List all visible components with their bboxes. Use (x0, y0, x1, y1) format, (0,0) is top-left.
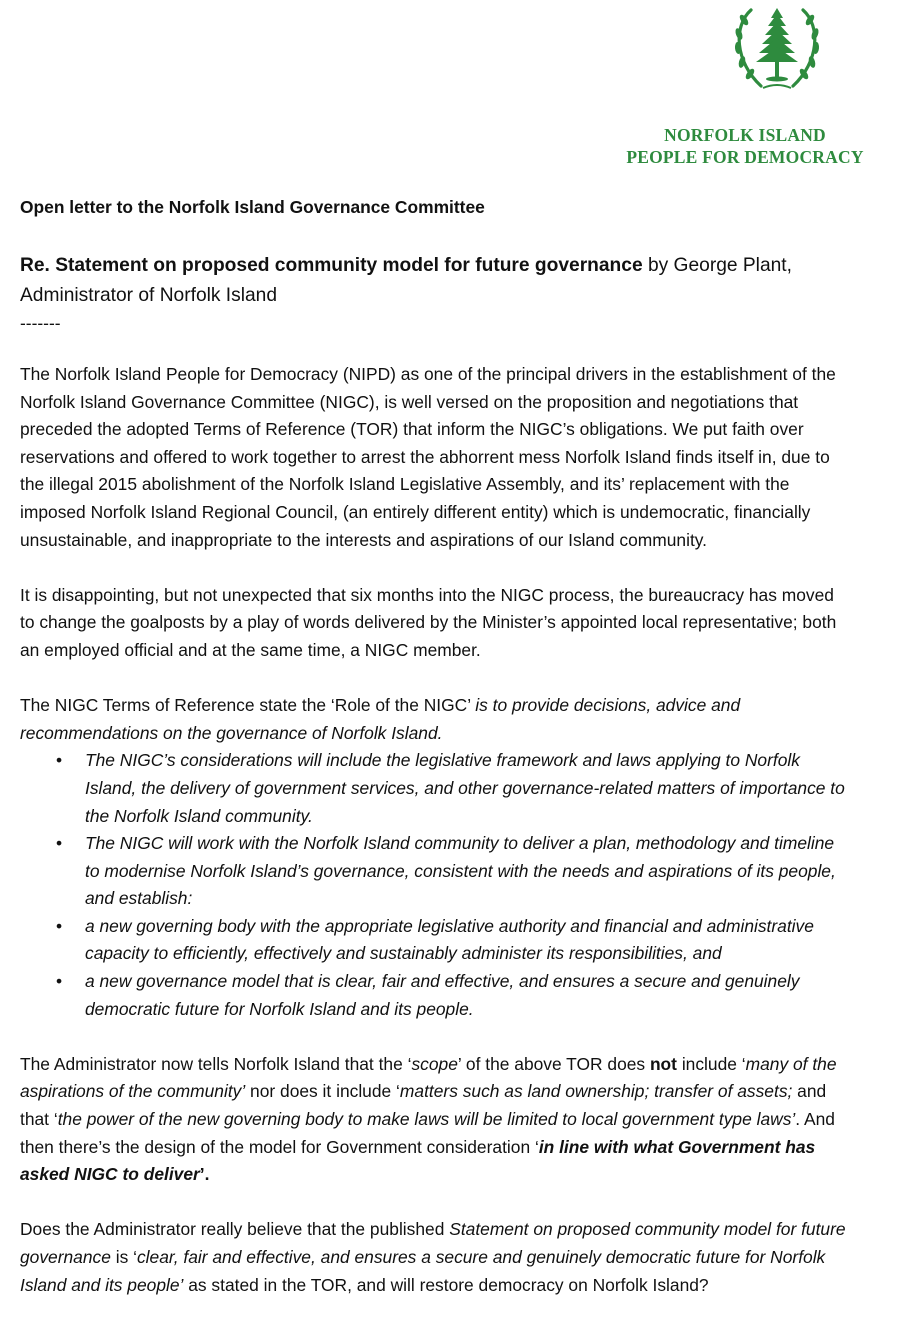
divider: ------- (20, 313, 61, 333)
paragraph-4 (20, 1051, 850, 1189)
org-name-line1: NORFOLK ISLAND (664, 125, 826, 145)
org-name-line2: PEOPLE FOR DEMOCRACY (626, 147, 864, 167)
paragraph-1: The Norfolk Island People for Democracy (NIPD) as one of the principal drivers in the establishment of the Norfolk Island Governance Committee (NIGC), is well versed on the proposition and negotiations that preceded the adopted Terms of Reference (TOR) that inform the NIGC’s obligations. We put faith over reservations and offered to work together to arrest the abhorrent mess Norfolk Island finds itself in, due to the illegal 2015 abolishment of the Norfolk Island Legislative Assembly, and its’ replacement with the imposed Norfolk Island Regional Council, (an entirely different entity) which is undemocratic, financially unsustainable, and inappropriate to the interests and aspirations of our Island community. (20, 364, 836, 550)
p3-quote: is to provide decisions, advice and recommendations on the governance of Norfolk Island. (20, 695, 741, 743)
list-item: • a new governing body with the appropriate legislative authority and financial and administrative capacity to efficiently, effectively and sustainably administer its responsibilities, and (20, 913, 850, 968)
p4-quote: matters such as land ownership; transfer of assets; (399, 1081, 793, 1102)
organization-name (600, 124, 890, 168)
letter-body (20, 194, 850, 1299)
p4-quote: the power of the new governing body to make laws will be limited to local government type laws’ (57, 1109, 796, 1130)
p5-text: as stated in the TOR, and will restore democracy on Norfolk Island? (183, 1274, 709, 1295)
paragraph-2: It is disappointing, but not unexpected that six months into the NIGC process, the bureaucracy has moved to change the goalposts by a play of words delivered by the Minister’s appointed local representative; both an employed official and at the same time, a NIGC member. (20, 584, 837, 660)
p4-text: ’ of the above TOR does (457, 1053, 650, 1074)
tor-bullet-list (20, 747, 850, 1023)
p3-text: The NIGC Terms of Reference state the ‘Role of the NIGC’ (20, 695, 476, 716)
p4-text: nor does it include ‘ (245, 1081, 400, 1102)
letter-heading: Open letter to the Norfolk Island Governance Committee (20, 197, 485, 217)
p4-text: . And then there’s the design of the model for Government consideration ‘ (20, 1109, 835, 1157)
p5-text: Does the Administrator really believe that the published (20, 1219, 450, 1240)
re-author: by George Plant, (642, 255, 792, 276)
norfolk-pine-wreath-icon (731, 4, 823, 94)
re-subject: Re. Statement on proposed community model for future governance (20, 255, 643, 276)
p4-emphasis: in line with what Government has asked NIGC to deliver (20, 1136, 816, 1185)
p5-title: Statement on proposed community model for future governance (20, 1219, 846, 1267)
p4-not: not (649, 1053, 677, 1074)
list-item: • a new governance model that is clear, fair and effective, and ensures a secure and genuinely democratic future for Norfolk Island and its people. (20, 968, 850, 1023)
p4-text: and that ‘ (20, 1081, 827, 1130)
re-line2: Administrator of Norfolk Island (20, 284, 277, 306)
p5-text: is ‘ (110, 1247, 137, 1267)
p4-text: ’. (199, 1164, 210, 1185)
p4-text: The Administrator now tells Norfolk Island that the ‘ (20, 1053, 412, 1074)
list-item: • The NIGC will work with the Norfolk Island community to deliver a plan, methodology and timeline to modernise Norfolk Island’s governance, consistent with the needs and aspirations of its people, and establish: (20, 830, 850, 913)
paragraph-3 (20, 692, 850, 747)
p4-scope: scope (411, 1053, 458, 1074)
re-line (20, 251, 850, 281)
paragraph-5 (20, 1216, 850, 1299)
p4-text: include ‘ (676, 1053, 746, 1074)
list-item: • The NIGC’s considerations will include the legislative framework and laws applying to Norfolk Island, the delivery of government services, and other governance-related matters of importance to the Norfolk Island community. (20, 747, 850, 830)
p4-quote: many of the aspirations of the community’ (20, 1053, 837, 1102)
p5-quote: clear, fair and effective, and ensures a secure and genuinely democratic future for Norfolk Island and its people’ (20, 1247, 826, 1295)
